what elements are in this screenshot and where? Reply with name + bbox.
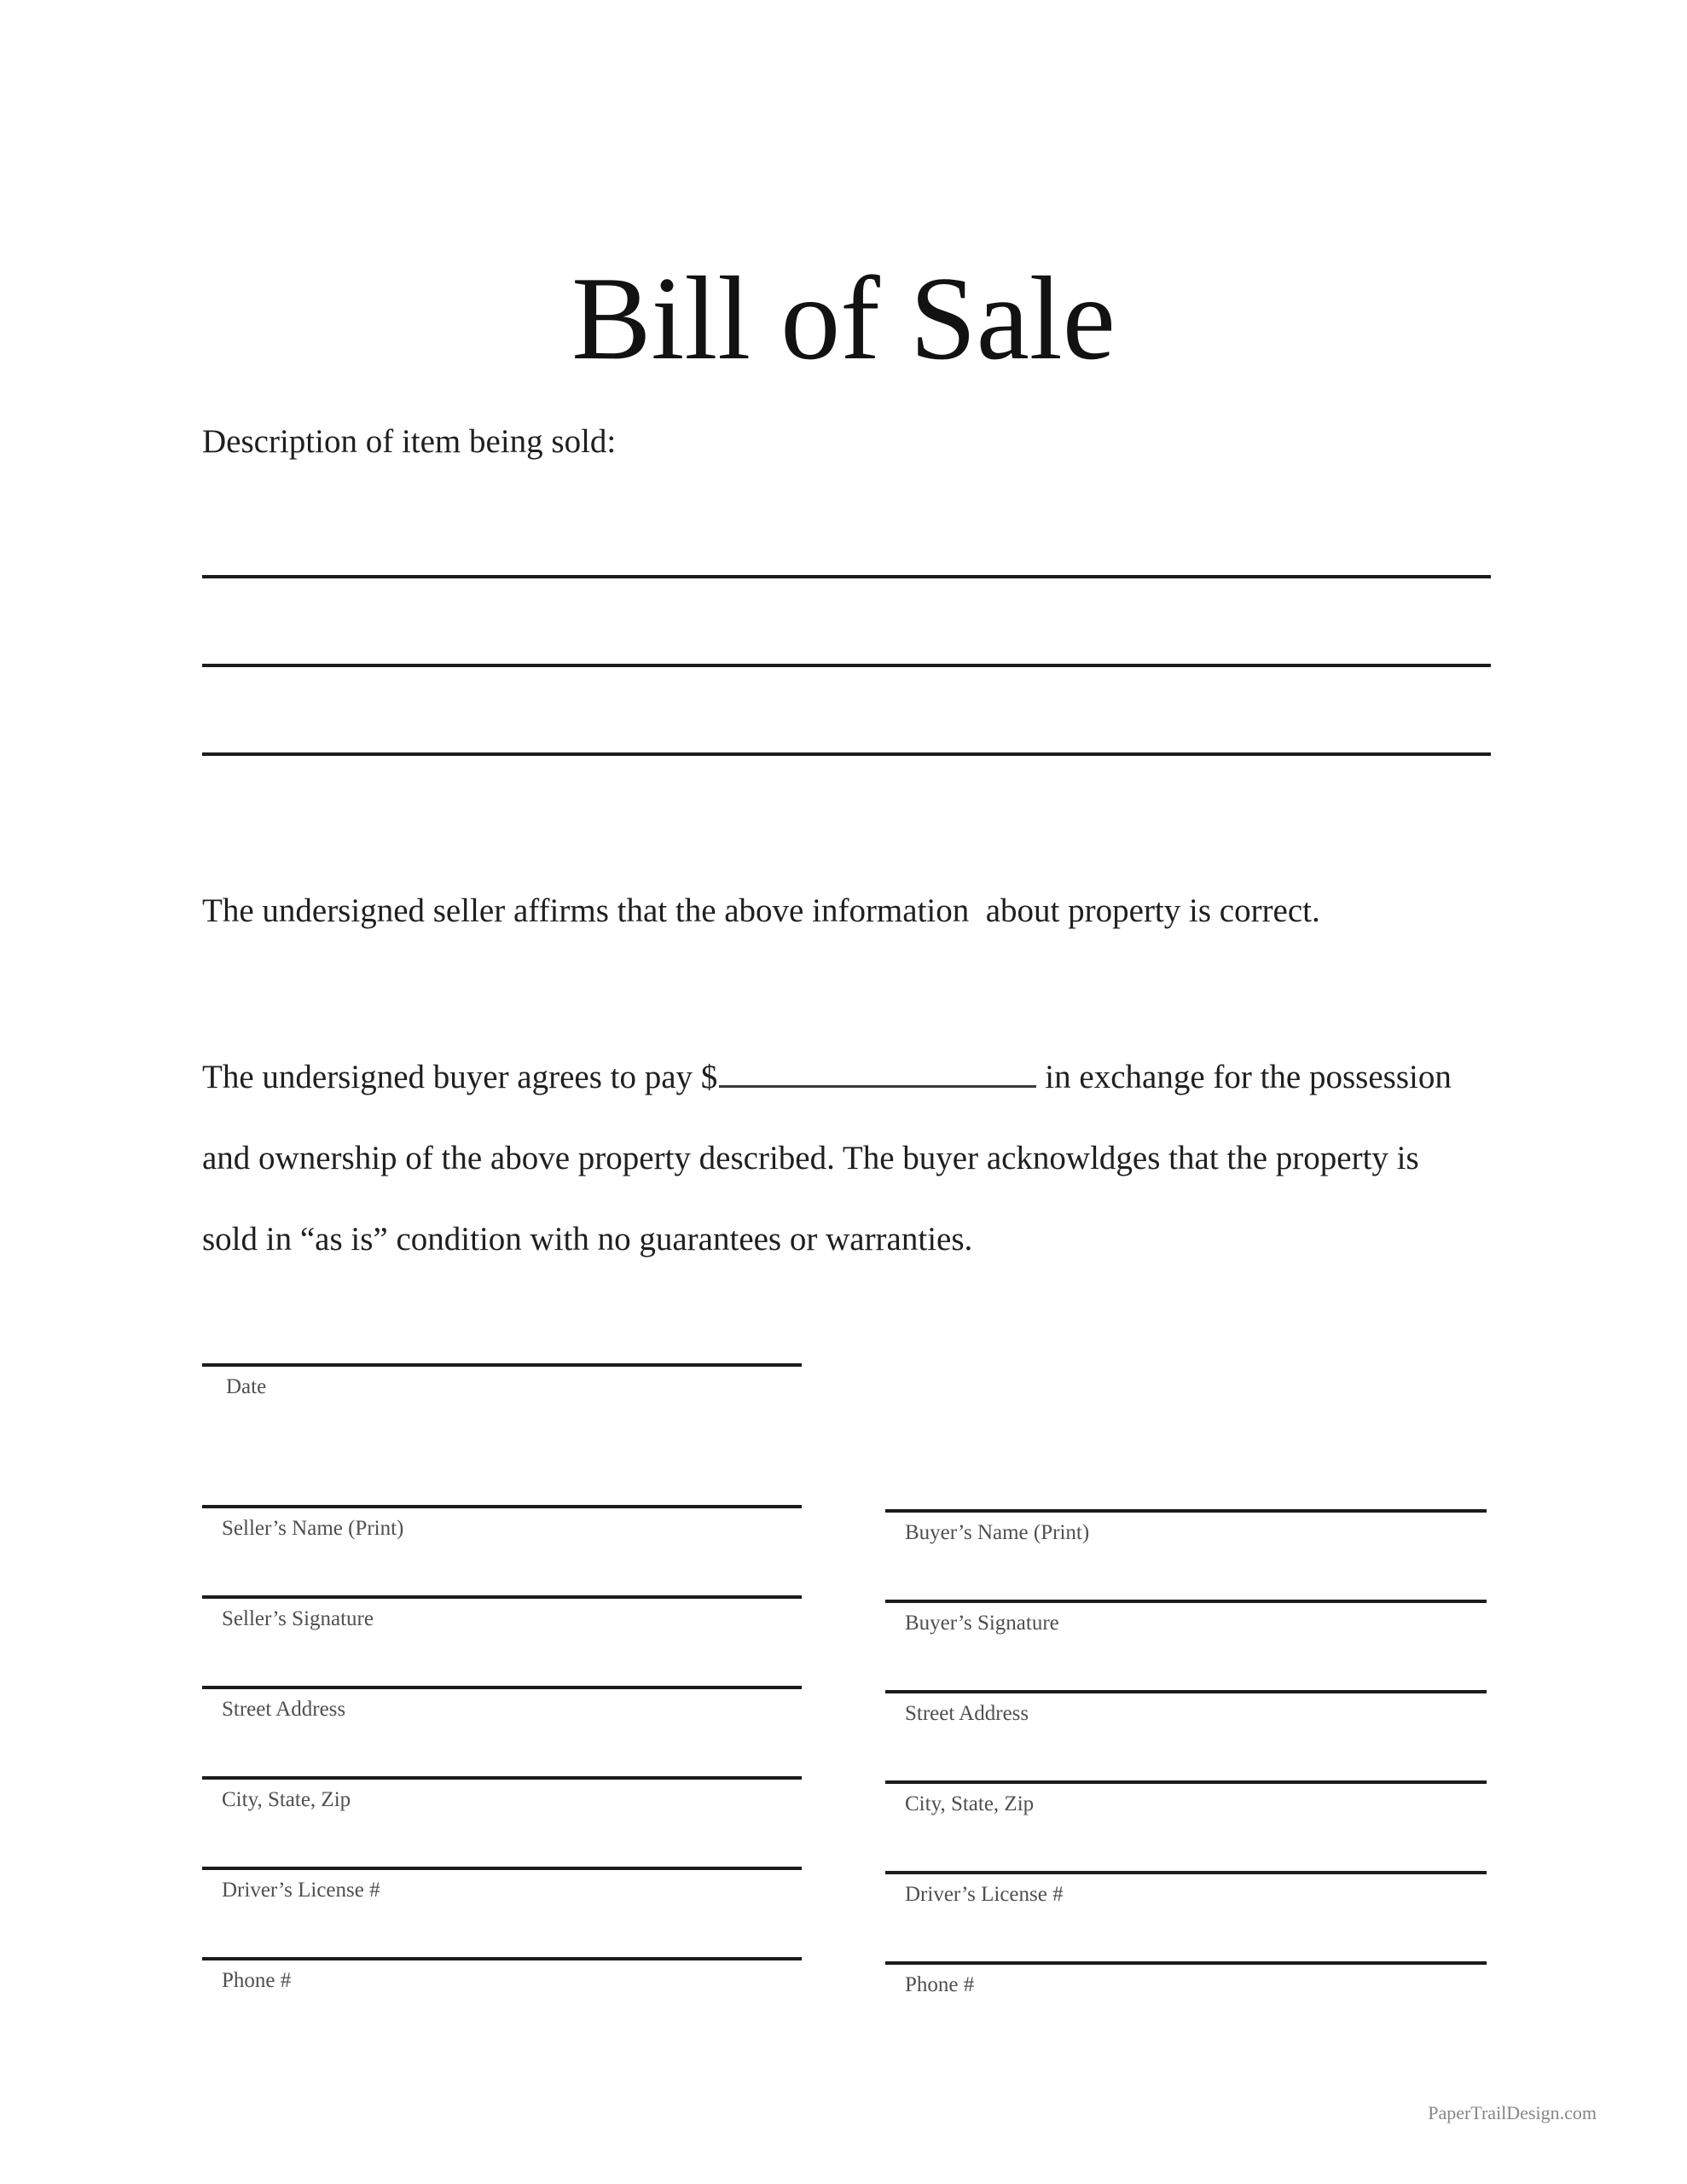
buyer-phone-label: Phone #	[905, 1973, 975, 1996]
seller-drivers-license-label: Driver’s License #	[222, 1879, 380, 1902]
date-field	[202, 1363, 802, 1399]
buyer-phone-field	[885, 1961, 1487, 1997]
seller-signature-label: Seller’s Signature	[222, 1607, 374, 1630]
description-line-3[interactable]	[202, 752, 1491, 756]
date-label: Date	[226, 1375, 267, 1398]
seller-phone-field	[202, 1957, 802, 1993]
buyer-statement-text-before: The undersigned buyer agrees to pay $	[202, 1059, 718, 1095]
buyer-drivers-license-field	[885, 1871, 1487, 1907]
seller-street-address-field	[202, 1686, 802, 1722]
buyer-statement-text-after: in exchange for the possession	[1045, 1059, 1452, 1095]
buyer-statement-line-3: sold in “as is” condition with no guarantees or warranties.	[202, 1221, 973, 1258]
buyer-name-label: Buyer’s Name (Print)	[905, 1521, 1090, 1544]
seller-signature-line[interactable]	[202, 1595, 802, 1599]
seller-name-field	[202, 1505, 802, 1541]
buyer-street-address-label: Street Address	[905, 1702, 1029, 1725]
buyer-city-state-zip-field	[885, 1780, 1487, 1816]
price-blank-line[interactable]	[719, 1080, 1036, 1088]
buyer-signature-label: Buyer’s Signature	[905, 1612, 1059, 1635]
seller-name-line[interactable]	[202, 1505, 802, 1508]
description-line-1[interactable]	[202, 575, 1491, 578]
seller-street-address-line[interactable]	[202, 1686, 802, 1689]
seller-signature-field	[202, 1595, 802, 1631]
buyer-statement-line-2: and ownership of the above property described. The buyer acknowldges that the property is	[202, 1140, 1419, 1176]
seller-city-state-zip-label: City, State, Zip	[222, 1788, 351, 1811]
seller-name-label: Seller’s Name (Print)	[222, 1517, 404, 1540]
buyer-name-line[interactable]	[885, 1509, 1487, 1513]
seller-phone-line[interactable]	[202, 1957, 802, 1960]
buyer-signature-line[interactable]	[885, 1600, 1487, 1603]
seller-city-state-zip-line[interactable]	[202, 1776, 802, 1780]
seller-street-address-label: Street Address	[222, 1698, 346, 1721]
buyer-statement	[202, 1037, 1567, 1280]
buyer-drivers-license-line[interactable]	[885, 1871, 1487, 1874]
page-title: Bill of Sale	[571, 252, 1116, 385]
buyer-street-address-field	[885, 1690, 1487, 1726]
buyer-signature-field	[885, 1600, 1487, 1635]
buyer-street-address-line[interactable]	[885, 1690, 1487, 1693]
description-line-2[interactable]	[202, 664, 1491, 667]
buyer-city-state-zip-label: City, State, Zip	[905, 1792, 1035, 1815]
seller-city-state-zip-field	[202, 1776, 802, 1812]
buyer-city-state-zip-line[interactable]	[885, 1780, 1487, 1784]
buyer-drivers-license-label: Driver’s License #	[905, 1883, 1064, 1906]
date-line[interactable]	[202, 1363, 802, 1367]
footer-credit: PaperTrailDesign.com	[1428, 2102, 1597, 2123]
seller-drivers-license-line[interactable]	[202, 1867, 802, 1870]
buyer-phone-line[interactable]	[885, 1961, 1487, 1965]
buyer-statement-line-1	[202, 1037, 1567, 1118]
seller-drivers-license-field	[202, 1867, 802, 1902]
seller-phone-label: Phone #	[222, 1969, 292, 1992]
description-label: Description of item being sold:	[202, 423, 617, 460]
seller-statement: The undersigned seller affirms that the above information about property is correct.	[202, 892, 1320, 929]
buyer-name-field	[885, 1509, 1487, 1545]
